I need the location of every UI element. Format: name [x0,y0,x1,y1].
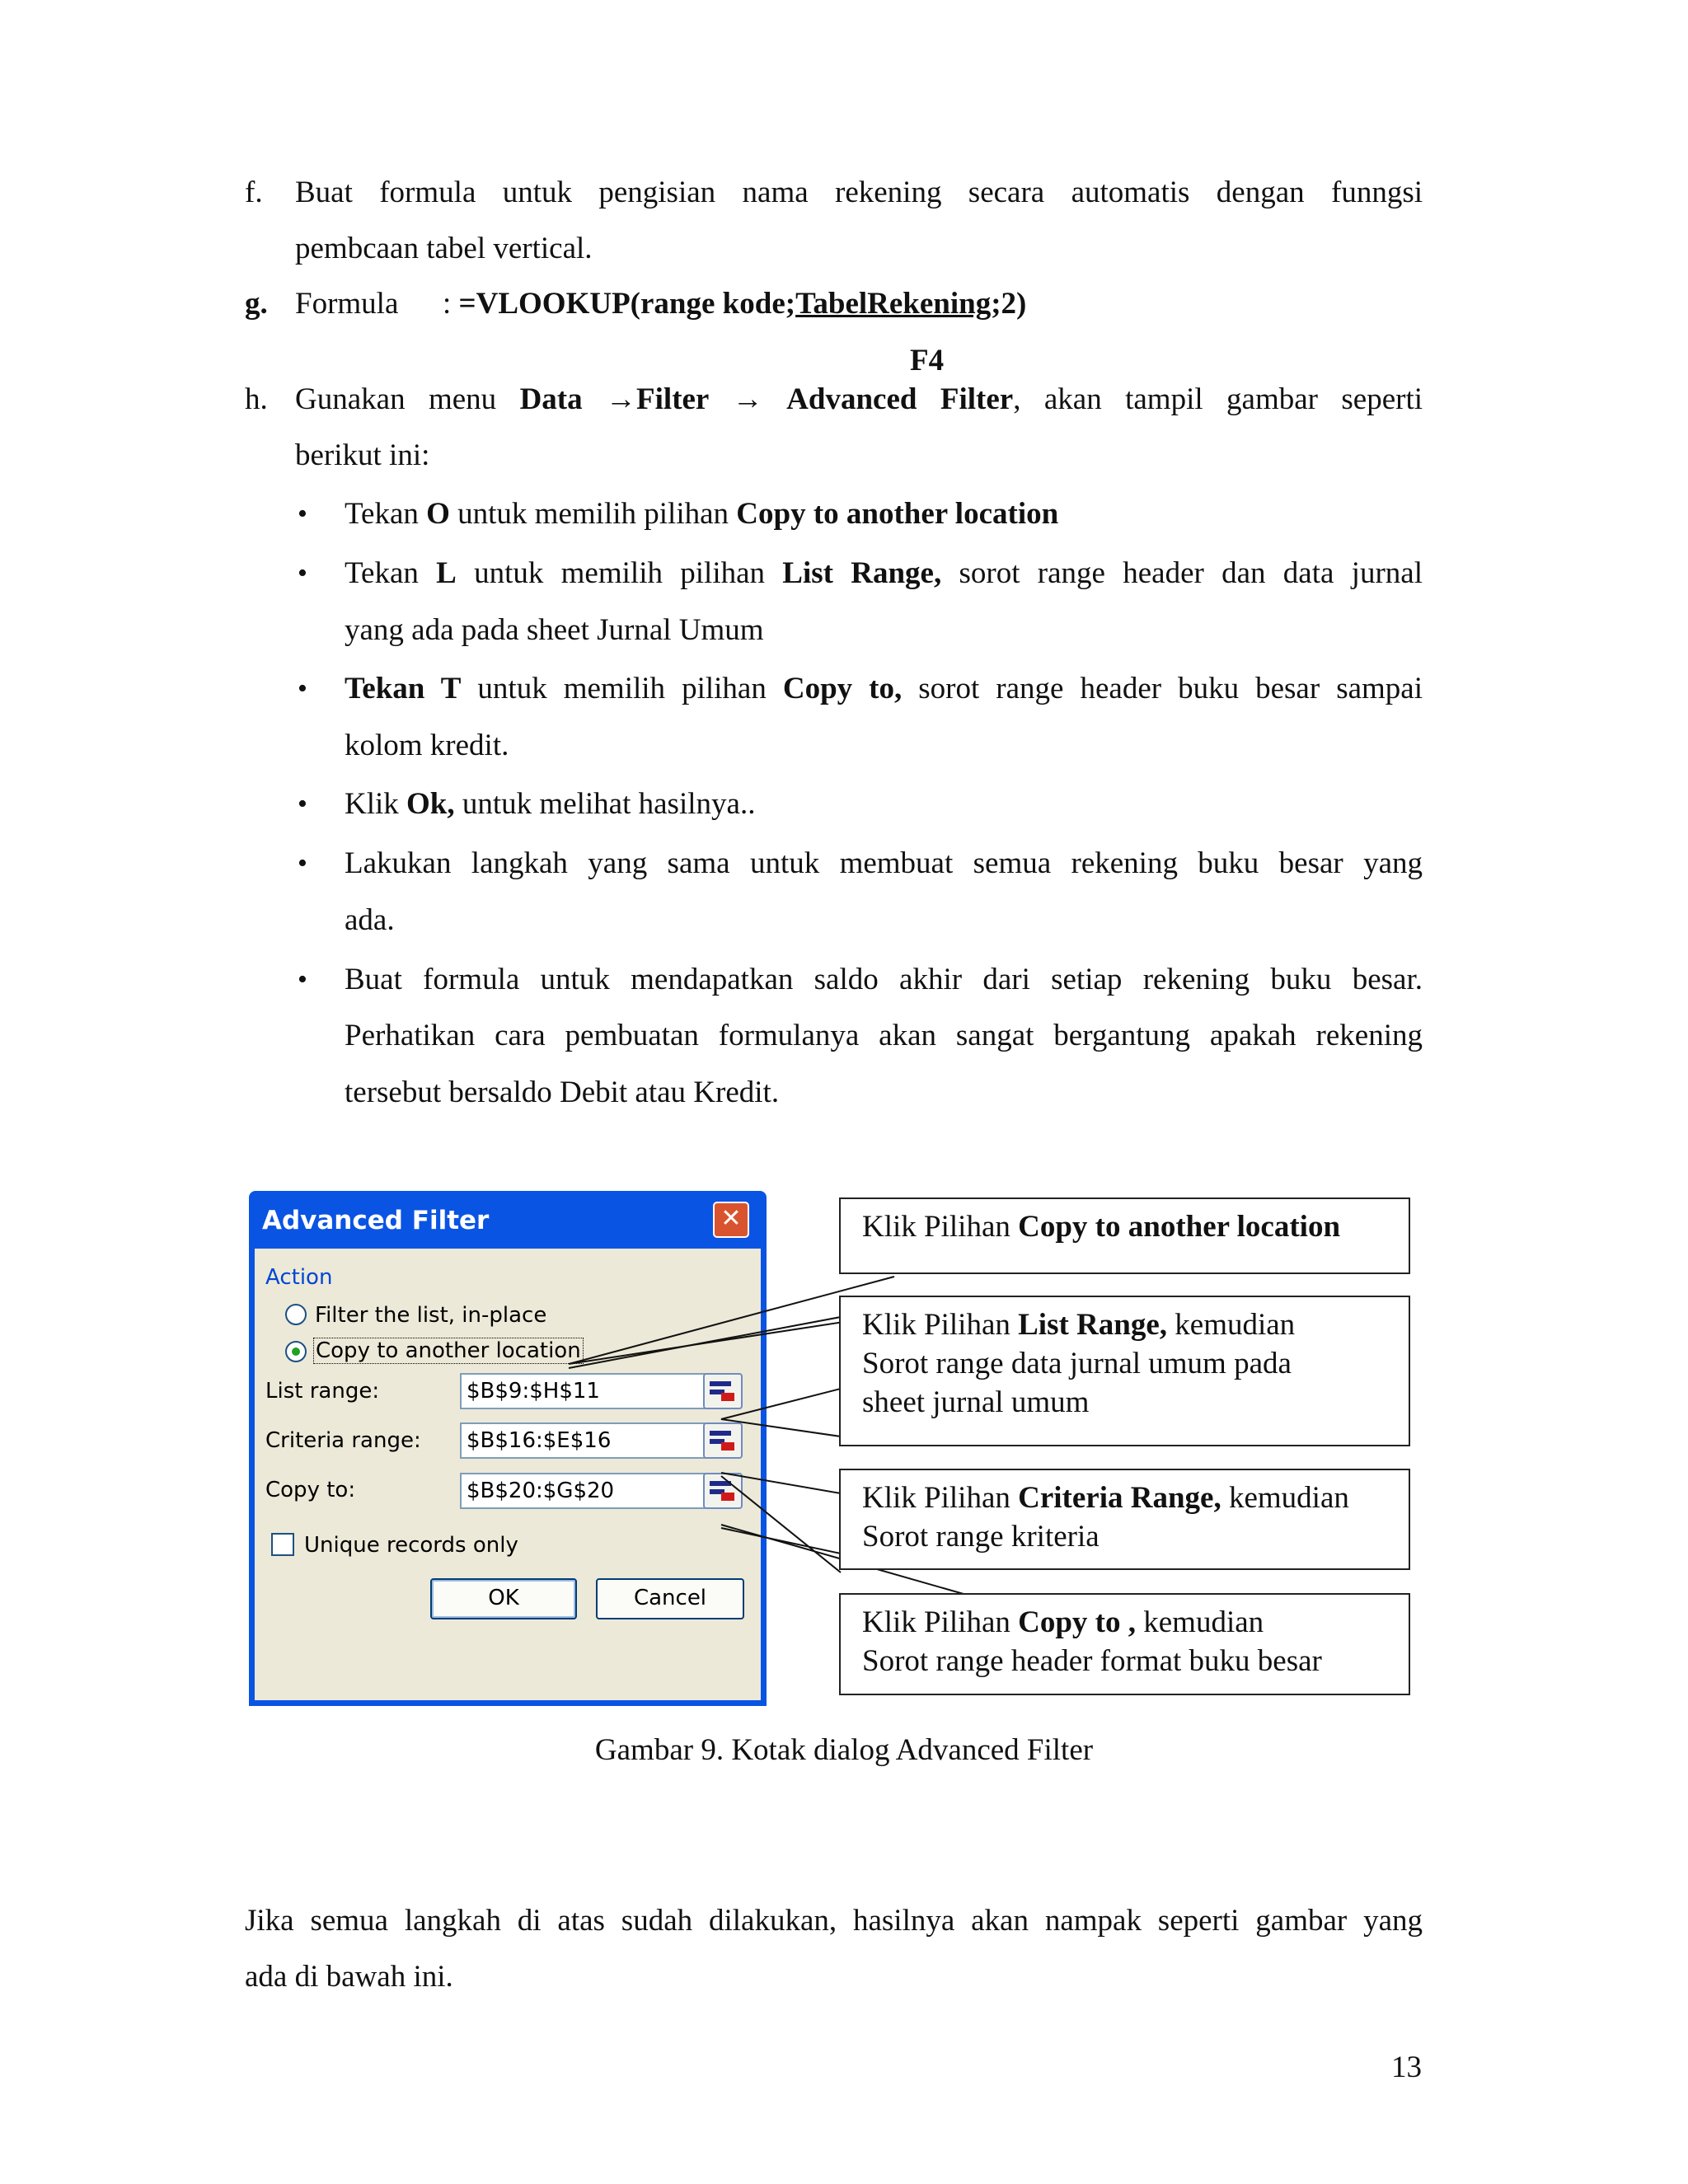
bullet-2-marker: • [298,558,307,588]
criteria-range-label: Criteria range: [265,1428,421,1453]
callout-criteria-range: Klik Pilihan Criteria Range, kemudian Sorot range kriteria [839,1469,1410,1570]
item-g-key-hint: F4 [910,344,945,377]
radio-copy-label[interactable]: Copy to another location [313,1338,584,1364]
closing-line1: Jika semua langkah di atas sudah dilakukan, hasilnya akan nampak seperti gambar yang [245,1904,1423,1938]
page-number: 13 [1391,2050,1422,2084]
figure-caption: Gambar 9. Kotak dialog Advanced Filter [594,1733,1094,1767]
ok-button[interactable]: OK [430,1578,577,1619]
callout-list-range: Klik Pilihan List Range, kemudian Sorot range data jurnal umum pada sheet jurnal umum [839,1296,1410,1446]
item-h-line2: berikut ini: [295,438,430,472]
cancel-button[interactable]: Cancel [596,1578,744,1619]
item-g-label: Formula [295,287,399,321]
bullet-1-text: Tekan O untuk memilih pilihan Copy to another location [345,497,1059,531]
list-range-input[interactable]: $B$9:$H$11 [460,1373,707,1409]
bullet-5-line1: Lakukan langkah yang sama untuk membuat semua rekening buku besar yang [345,846,1423,880]
criteria-range-input[interactable]: $B$16:$E$16 [460,1422,707,1459]
bullet-3-marker: • [298,673,307,704]
item-f-marker: f. [245,176,263,209]
close-icon[interactable]: ✕ [713,1202,749,1238]
copy-to-input[interactable]: $B$20:$G$20 [460,1473,707,1509]
item-f-line2: pembcaan tabel vertical. [295,232,593,265]
bullet-5-marker: • [298,848,307,879]
bullet-3-line1: Tekan T untuk memilih pilihan Copy to, sorot range header buku besar sampai [345,672,1423,705]
bullet-1-marker: • [298,499,307,529]
bullet-6-line2: Perhatikan cara pembuatan formulanya akan sangat bergantung apakah rekening [345,1019,1423,1052]
callout-copy-to: Klik Pilihan Copy to , kemudian Sorot range header format buku besar [839,1593,1410,1695]
bullet-6-line1: Buat formula untuk mendapatkan saldo akhir dari setiap rekening buku besar. [345,963,1423,996]
closing-line2: ada di bawah ini. [245,1960,453,1994]
item-f-line1: Buat formula untuk pengisian nama rekening secara automatis dengan funngsi [295,176,1423,209]
bullet-6-marker: • [298,964,307,995]
callout-copy-location: Klik Pilihan Copy to another location [839,1197,1410,1274]
item-g-marker: g. [245,287,268,321]
item-h-marker: h. [245,382,268,416]
unique-records-label[interactable]: Unique records only [304,1533,518,1558]
copy-to-label: Copy to: [265,1478,356,1502]
bullet-2-line1: Tekan L untuk memilih pilihan List Range, sorot range header dan data jurnal [345,556,1423,590]
list-range-label: List range: [265,1379,380,1404]
action-group-label: Action [265,1265,333,1290]
dialog-title: Advanced Filter [262,1206,490,1235]
bullet-2-line2: yang ada pada sheet Jurnal Umum [345,613,764,647]
bullet-3-line2: kolom kredit. [345,729,509,762]
bullet-6-line3: tersebut bersaldo Debit atau Kredit. [345,1076,780,1109]
bullet-4-marker: • [298,789,307,819]
bullet-5-line2: ada. [345,903,395,937]
item-h-line1: Gunakan menu Data →Filter → Advanced Filter, akan tampil gambar seperti [295,382,1423,416]
connector-list-range [721,1389,841,1436]
radio-filter-label[interactable]: Filter the list, in-place [315,1303,547,1328]
item-g-formula: : =VLOOKUP(range kode;TabelRekening;2) [443,287,1027,321]
bullet-4-text: Klik Ok, untuk melihat hasilnya.. [345,787,756,821]
